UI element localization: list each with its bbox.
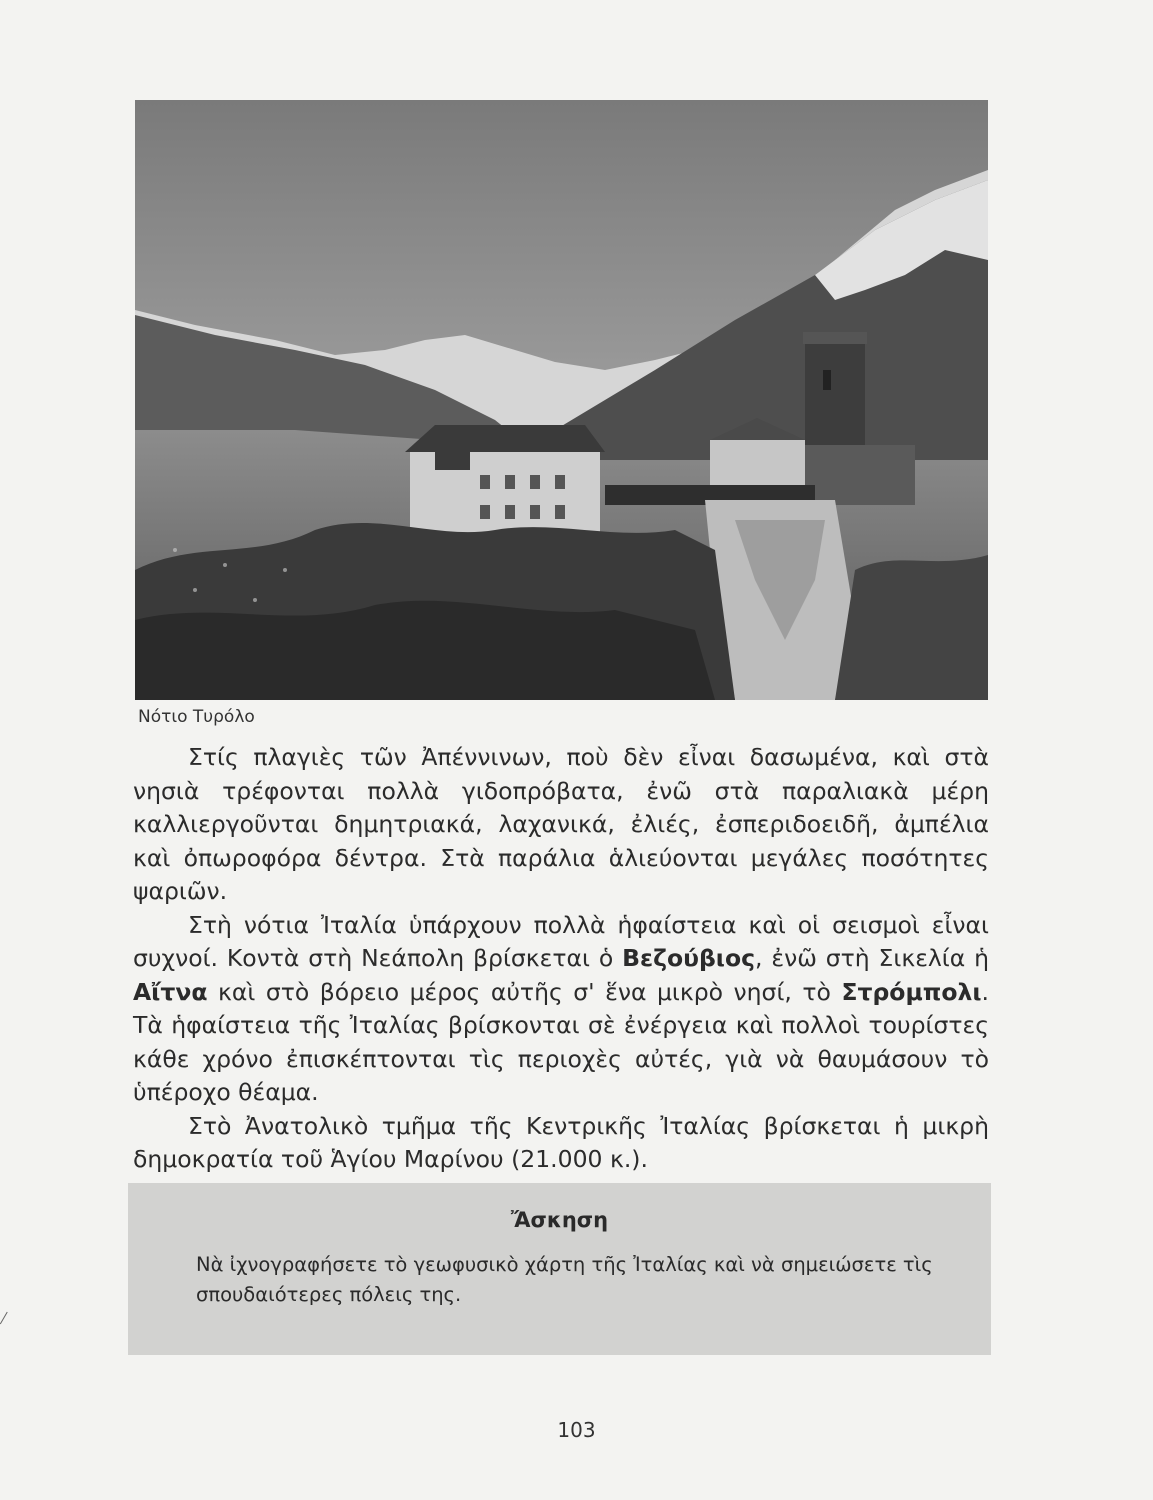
scan-mark (0, 1312, 11, 1327)
page-number: 103 (557, 1418, 596, 1442)
exercise-title: Ἄσκηση (510, 1208, 609, 1232)
text-segment: καὶ στὸ βόρειο μέρος αὐτῆς σ' ἕνα μικρὸ νησί, τὸ (207, 977, 842, 1006)
paragraph-volcanoes (133, 909, 989, 1110)
volcano-stromboli: Στρόμπολι (841, 977, 982, 1006)
exercise-body: Νὰ ἰχνογραφήσετε τὸ γεωφυσικὸ χάρτη τῆς Ἰταλίας καὶ νὰ σημειώσετε τὶς σπουδαιότερες πόλεις της. (196, 1253, 933, 1306)
text-segment: Στὴ νότια Ἰταλία ὑπάρχουν πολλὰ ἡφαίστεια καὶ οἱ σεισμοὶ εἶναι συχνοί. Κοντὰ στὴ Νεάπολη βρίσκεται ὁ (133, 910, 989, 972)
photo-caption: Νότιο Τυρόλο (138, 707, 255, 727)
exercise-box (128, 1183, 991, 1355)
body-text (133, 741, 989, 1177)
text-segment: . Τὰ ἡφαίστεια τῆς Ἰταλίας βρίσκονται σὲ ἐνέργεια καὶ πολλοὶ τουρίστες κάθε χρόνο ἐπισκέπτονται τὶς περιοχὲς αὐτές, γιὰ νὰ θαυμάσουν τὸ ὑπέροχο θέαμα. (133, 977, 989, 1106)
paragraph-agriculture: Στίς πλαγιὲς τῶν Ἀπέννινων, ποὺ δὲν εἶναι δασωμένα, καὶ στὰ νησιὰ τρέφονται πολλὰ γιδοπρόβατα, ἐνῶ στὰ παραλιακὰ μέρη καλλιεργοῦνται δημητριακά, λαχανικά, ἐλιές, ἐσπεριδοειδῆ, ἀμπέλια καὶ ὀπωροφόρα δέντρα. Στὰ παράλια ἁλιεύονται μεγάλες ποσότητες ψαριῶν. (133, 743, 989, 905)
paragraph-san-marino: Στὸ Ἀνατολικὸ τμῆμα τῆς Κεντρικῆς Ἰταλίας βρίσκεται ἡ μικρὴ δημοκρατία τοῦ Ἁγίου Μαρίνου (21.000 κ.). (133, 1111, 989, 1173)
volcano-etna: Αἴτνα (133, 977, 208, 1006)
volcano-vesuvius: Βεζούβιος (622, 944, 756, 972)
castle-photo (135, 100, 988, 700)
castle-mountain-photo-icon (135, 100, 988, 700)
text-segment: , ἐνῶ στὴ Σικελία ἡ (755, 944, 990, 972)
